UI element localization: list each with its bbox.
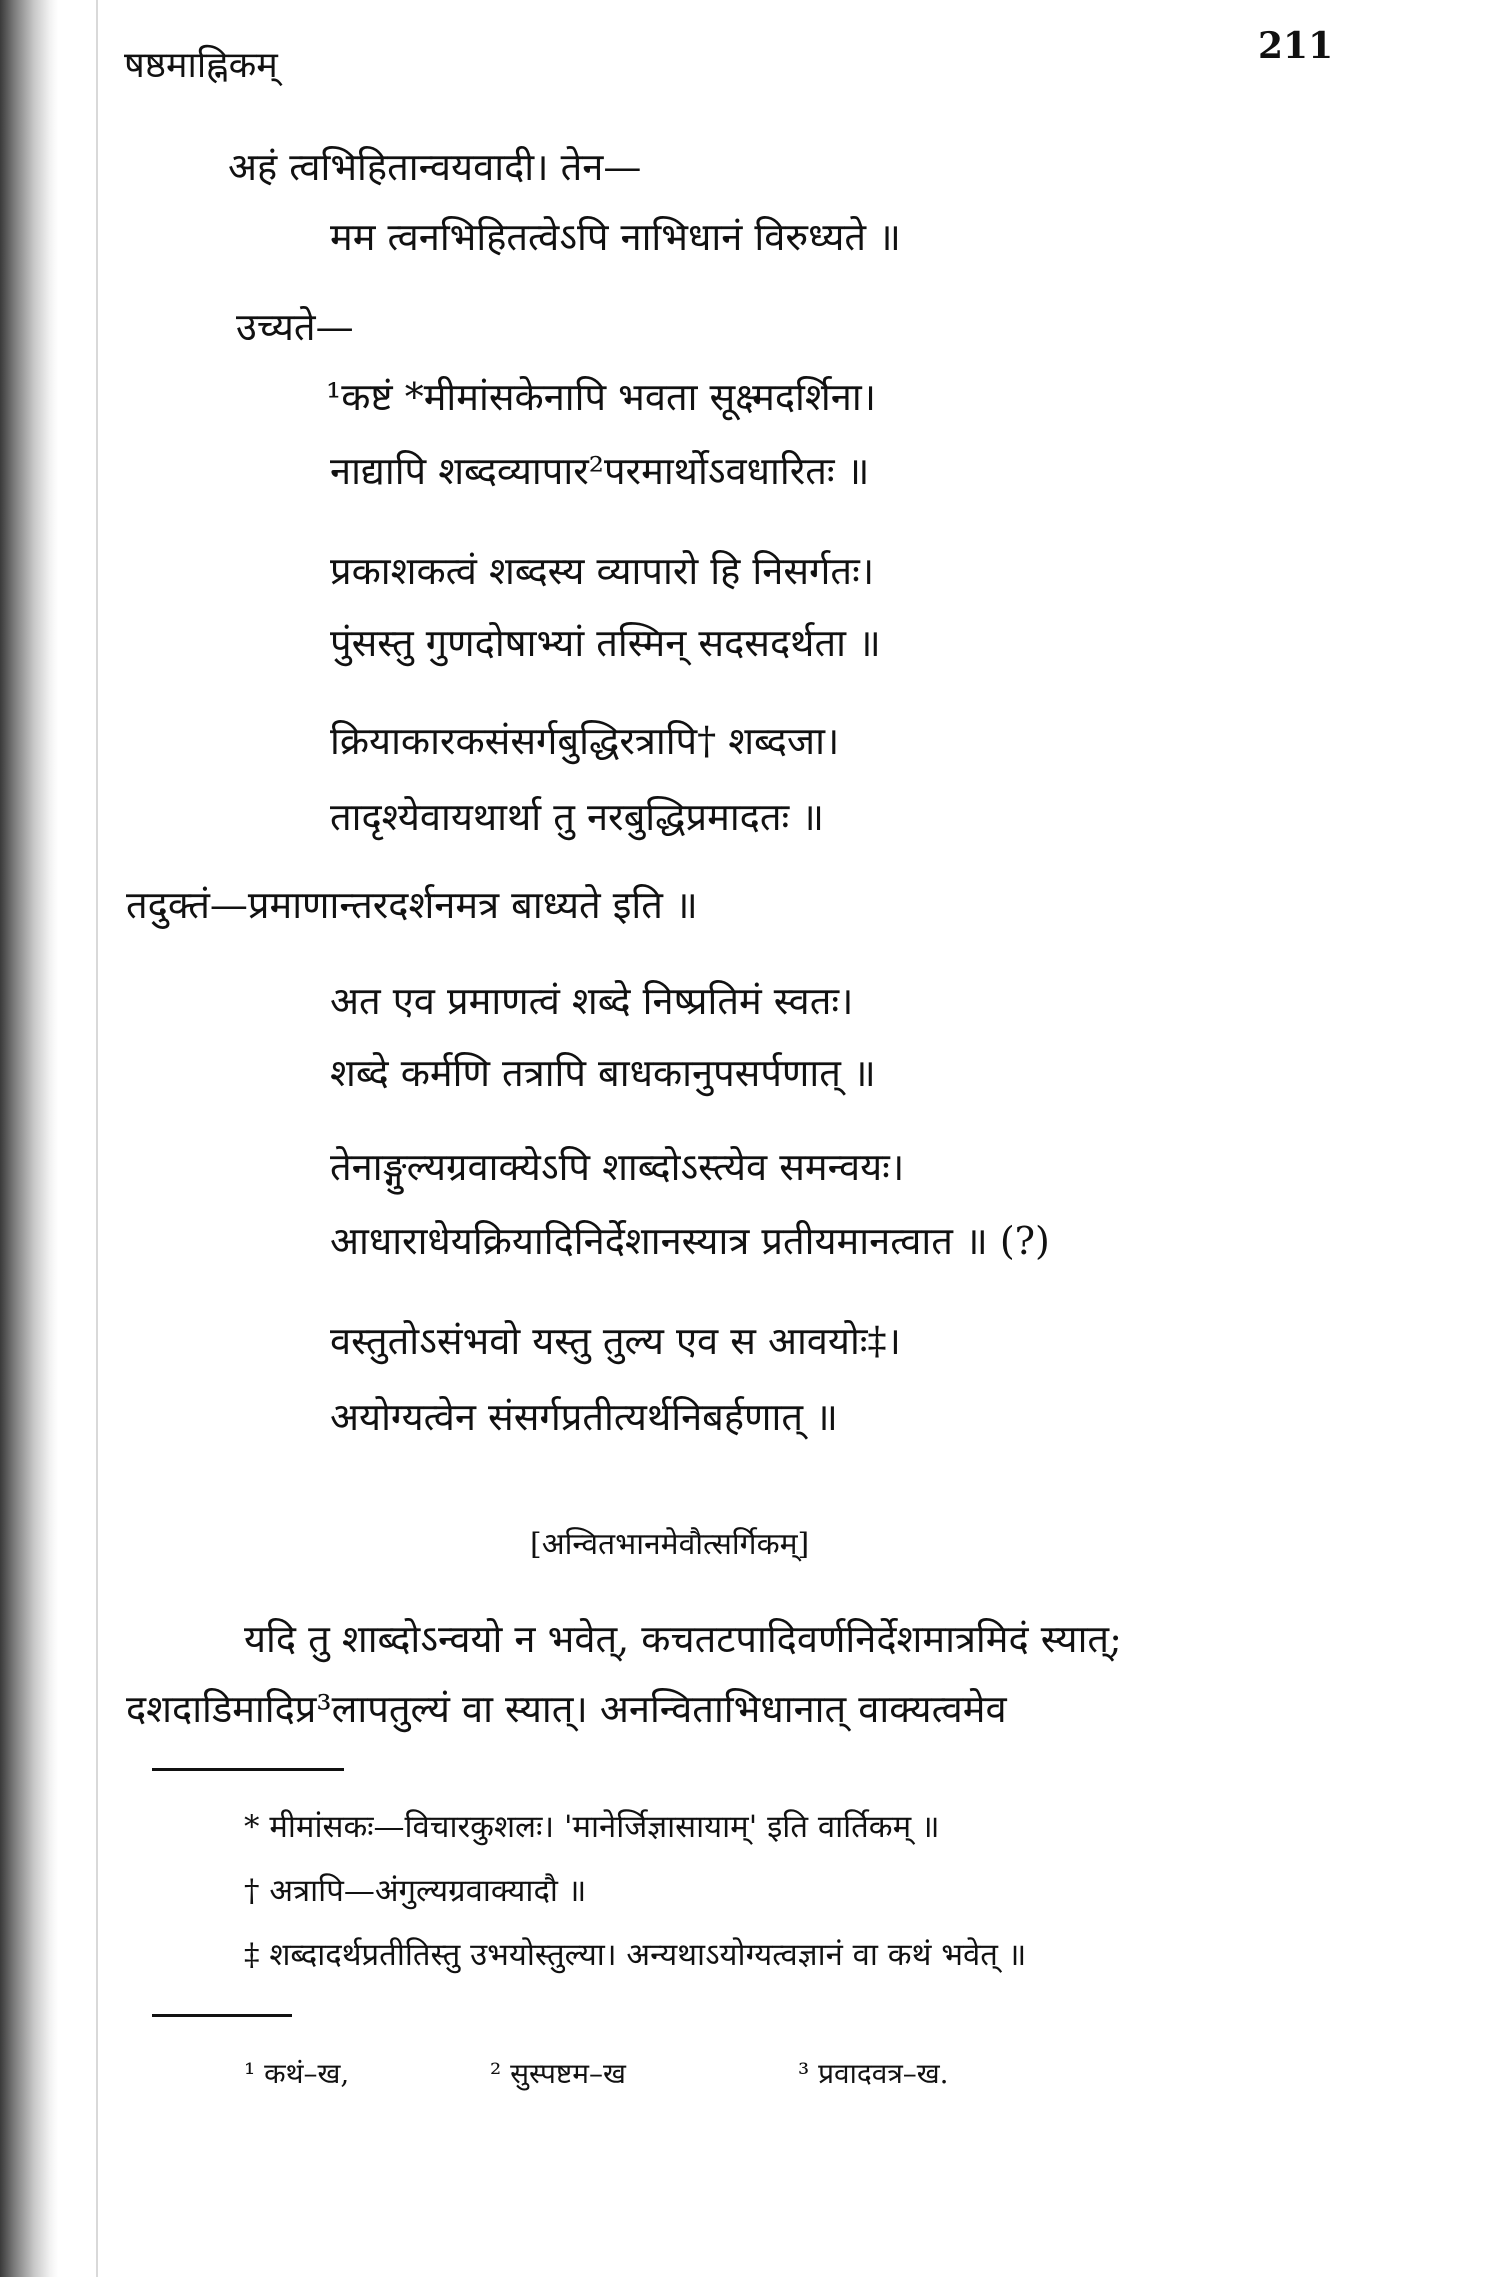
- footnote-rule: [152, 1768, 344, 1771]
- footnote: * मीमांसकः—विचारकुशलः। 'मानेर्जिज्ञासायाम्' इति वार्तिकम् ॥: [244, 1809, 940, 1845]
- binding-shadow: [0, 0, 58, 2277]
- verse-line: वस्तुतोऽसंभवो यस्तु तुल्य एव स आवयोः‡।: [330, 1319, 901, 1363]
- footnote: ‡ शब्दादर्थप्रतीतिस्तु उभयोस्तुल्या। अन्यथाऽयोग्यत्वज्ञानं वा कथं भवेत् ॥: [244, 1937, 1027, 1973]
- verse-line: क्रियाकारकसंसर्गबुद्धिरत्रापि† शब्दजा।: [330, 719, 840, 763]
- verse-line: मम त्वनभिहितत्वेऽपि नाभिधानं विरुध्यते ॥: [330, 215, 901, 259]
- footnote: † अत्रापि—अंगुल्यग्रवाक्यादौ ॥: [244, 1873, 587, 1909]
- paragraph-line: दशदाडिमादिप्र³लापतुल्यं वा स्यात्। अनन्विताभिधानात् वाक्यत्वमेव: [126, 1687, 1007, 1731]
- verse-line: पुंसस्तु गुणदोषाभ्यां तस्मिन् सदसदर्थता ॥: [330, 621, 881, 665]
- verse-line: आधाराधेयक्रियादिनिर्देशानस्यात्र प्रतीयमानत्वात ॥ (?): [330, 1219, 1050, 1263]
- text-line: अहं त्वभिहितान्वयवादी। तेन—: [228, 145, 642, 189]
- section-heading: [अन्वितभानमेवौत्सर्गिकम्]: [530, 1527, 810, 1562]
- verse-line: नाद्यापि शब्दव्यापार²परमार्थोऽवधारितः ॥: [330, 449, 870, 493]
- page-number: 211: [1258, 25, 1334, 67]
- text-line: तदुक्तं—प्रमाणान्तरदर्शनमत्र बाध्यते इति ॥: [126, 883, 698, 927]
- verse-line: ¹कष्टं *मीमांसकेनापि भवता सूक्ष्मदर्शिना।: [326, 375, 877, 419]
- verse-line: तेनाङ्गुल्यग्रवाक्येऽपि शाब्दोऽस्त्येव समन्वयः।: [330, 1145, 905, 1189]
- text-line: उच्यते—: [236, 305, 354, 349]
- verse-line: अयोग्यत्वेन संसर्गप्रतीत्यर्थनिबर्हणात् ॥: [330, 1395, 838, 1439]
- verse-line: प्रकाशकत्वं शब्दस्य व्यापारो हि निसर्गतः।: [330, 549, 875, 593]
- paragraph-line: यदि तु शाब्दोऽन्वयो न भवेत्, कचतटपादिवर्णनिर्देशमात्रमिदं स्यात्;: [244, 1617, 1122, 1661]
- variants-rule: [152, 2014, 292, 2017]
- verse-line: शब्दे कर्मणि तत्रापि बाधकानुपसर्पणात् ॥: [330, 1051, 876, 1095]
- variant-reading: ² सुस्पष्टम–ख: [490, 2057, 626, 2090]
- running-head: षष्ठमाह्निकम्: [124, 45, 278, 86]
- verse-line: तादृश्येवायथार्था तु नरबुद्धिप्रमादतः ॥: [330, 795, 825, 839]
- variant-reading: ³ प्रवादवत्र–ख.: [798, 2057, 949, 2090]
- scan-edge-line: [96, 0, 98, 2277]
- variant-reading: ¹ कथं–ख,: [244, 2057, 350, 2090]
- verse-line: अत एव प्रमाणत्वं शब्दे निष्प्रतिमं स्वतः।: [330, 979, 854, 1023]
